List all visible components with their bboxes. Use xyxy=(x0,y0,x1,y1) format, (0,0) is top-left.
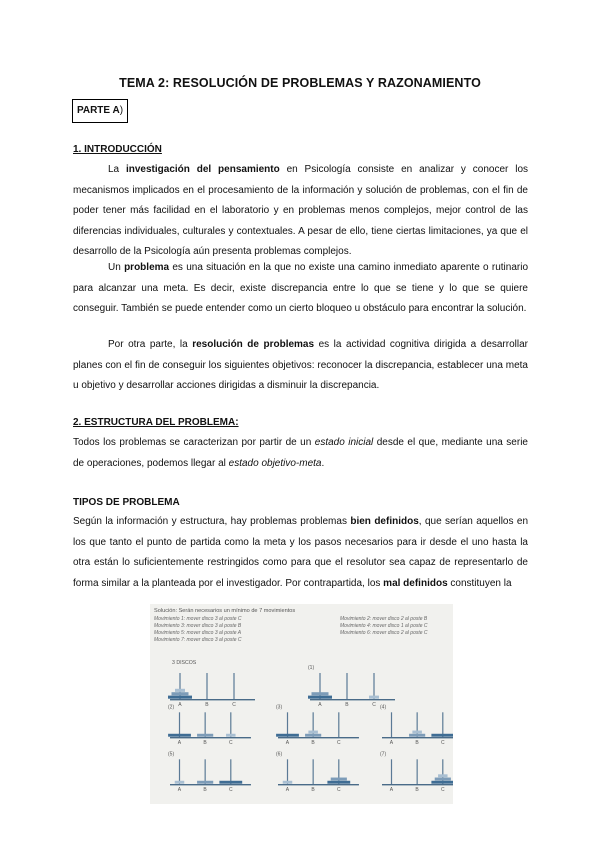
text-run: Según la información y estructura, hay problemas problemas xyxy=(73,516,351,527)
hanoi-disc xyxy=(197,781,213,784)
peg-label: A xyxy=(177,740,182,746)
hanoi-peg xyxy=(230,759,231,784)
move-text: Movimiento 7: mover disco 3 al poste C xyxy=(154,637,242,643)
hanoi-disc xyxy=(276,734,299,737)
hanoi-peg xyxy=(391,712,392,737)
hanoi-disc xyxy=(331,778,347,781)
peg-label: C xyxy=(229,740,233,746)
hanoi-disc xyxy=(438,774,448,777)
peg-label: C xyxy=(229,787,233,793)
hanoi-base xyxy=(278,784,359,785)
text-run: Un xyxy=(108,262,125,273)
hanoi-figure xyxy=(150,604,453,804)
hanoi-peg xyxy=(442,712,443,737)
paragraph-estructura xyxy=(73,433,528,474)
paragraph-tipos xyxy=(73,512,528,594)
move-text: Movimiento 1: mover disco 3 al poste C xyxy=(154,616,242,622)
hanoi-disc xyxy=(308,696,332,699)
peg-label: C xyxy=(372,702,376,708)
hanoi-disc xyxy=(197,734,213,737)
hanoi-disc xyxy=(431,781,453,784)
panel-label: (4) xyxy=(380,704,387,711)
peg-label: C xyxy=(337,740,341,746)
hanoi-base xyxy=(278,737,359,738)
text-run: desde el que, mediante una serie de operaciones, podemos llegar al xyxy=(73,437,528,469)
peg-label: A xyxy=(178,702,182,708)
text-run: en Psicología consiste en analizar y conocer los mecanismos implicados en el procesamiento de la información y solución de problemas, con el fin de poder tener más facilidad en el laboratorio y en problemas menos complejos, mejor control de las diferencias individuales, culturales y contextuales. A pesar de ello, tiene ciertas limitaciones, ya que el desarrollo de la Psicología aún presenta problemas complejos. xyxy=(73,164,528,257)
text-run: Todos los problemas se caracterizan por partir de un xyxy=(73,437,315,448)
text-run: es la actividad cognitiva dirigida a desarrollar planes con el fin de conseguir los siguientes objetivos: reconocer la discrepancia, establecer una meta u objetivo y desarrollar acciones dirigidas a disminuir la discrepancia. xyxy=(73,339,528,391)
peg-label: A xyxy=(389,787,394,793)
hanoi-base xyxy=(310,699,395,700)
paragraph-intro-3 xyxy=(73,335,528,397)
peg-label: B xyxy=(415,787,419,793)
hanoi-disc xyxy=(431,734,453,737)
term-resolucion: resolución de problemas xyxy=(192,339,315,350)
hanoi-disc xyxy=(308,731,318,734)
hanoi-peg xyxy=(313,759,314,784)
hanoi-disc xyxy=(219,781,242,784)
peg-label: B xyxy=(203,740,207,746)
hanoi-base xyxy=(170,699,255,700)
move-text: Movimiento 5: mover disco 3 al poste A xyxy=(154,630,242,636)
term-problema: problema xyxy=(124,262,170,273)
peg-label: A xyxy=(389,740,394,746)
hanoi-peg xyxy=(373,673,374,699)
hanoi-peg xyxy=(346,673,347,699)
hanoi-disc xyxy=(305,734,321,737)
hanoi-disc xyxy=(168,696,192,699)
term-mal-definidos: mal definidos xyxy=(383,577,448,589)
heading-introduccion: 1. INTRODUCCIÓN xyxy=(73,144,162,155)
peg-label: A xyxy=(285,740,290,746)
move-text: Movimiento 3: mover disco 3 al poste B xyxy=(154,623,242,629)
peg-label: B xyxy=(415,740,419,746)
hanoi-disc xyxy=(327,781,350,784)
term-estado-objetivo: estado objetivo-meta xyxy=(228,457,322,469)
peg-label: C xyxy=(441,787,445,793)
hanoi-peg xyxy=(391,759,392,784)
text-run: . xyxy=(321,457,325,469)
hanoi-peg xyxy=(179,759,180,784)
hanoi-base xyxy=(170,784,251,785)
move-text: Movimiento 6: mover disco 2 al poste C xyxy=(340,630,428,636)
hanoi-base xyxy=(382,784,453,785)
peg-label: B xyxy=(311,740,315,746)
heading-tipos: TIPOS DE PROBLEMA xyxy=(73,497,180,508)
hanoi-disc xyxy=(175,689,185,692)
heading-estructura: 2. ESTRUCTURA DEL PROBLEMA: xyxy=(73,417,239,428)
peg-label: A xyxy=(318,702,322,708)
page-title: TEMA 2: RESOLUCIÓN DE PROBLEMAS Y RAZONAMIENTO xyxy=(119,76,481,90)
hanoi-disc xyxy=(172,692,189,695)
panel-label: (5) xyxy=(168,751,175,758)
panel-label: (2) xyxy=(168,704,175,711)
text-run: La xyxy=(108,164,126,175)
hanoi-peg xyxy=(205,712,206,737)
hanoi-panels xyxy=(168,665,453,793)
peg-label: B xyxy=(345,702,349,708)
hanoi-disc xyxy=(226,734,236,737)
parte-box xyxy=(72,99,128,123)
peg-label: B xyxy=(311,787,315,793)
hanoi-disc xyxy=(175,781,185,784)
term-estado-inicial: estado inicial xyxy=(314,437,374,448)
peg-label: C xyxy=(337,787,341,793)
hanoi-peg xyxy=(338,712,339,737)
panel-label: (3) xyxy=(276,704,283,711)
hanoi-disc xyxy=(283,781,293,784)
move-text: Movimiento 4: mover disco 1 al poste C xyxy=(340,623,428,629)
hanoi-peg xyxy=(205,759,206,784)
solution-text: Solución: Serán necesarios un mínimo de 7 movimientos xyxy=(154,608,296,614)
hanoi-peg xyxy=(233,673,234,699)
hanoi-base xyxy=(382,737,453,738)
panel-label: (6) xyxy=(276,751,283,758)
hanoi-disc xyxy=(412,731,422,734)
peg-label: C xyxy=(441,740,445,746)
hanoi-disc xyxy=(312,692,329,695)
peg-label: B xyxy=(205,702,209,708)
parte-paren: ) xyxy=(119,105,124,116)
panel-label: (7) xyxy=(380,751,387,758)
term-bien-definidos: bien definidos xyxy=(350,516,419,527)
hanoi-disc xyxy=(435,778,451,781)
panel-label: (1) xyxy=(308,665,315,671)
discos-label: 3 DISCOS xyxy=(172,660,197,666)
hanoi-disc xyxy=(369,696,379,699)
text-run: Por otra parte, la xyxy=(108,339,193,350)
move-text: Movimiento 2: mover disco 2 al poste B xyxy=(340,616,428,622)
hanoi-peg xyxy=(206,673,207,699)
peg-label: C xyxy=(232,702,236,708)
hanoi-peg xyxy=(417,759,418,784)
hanoi-disc xyxy=(168,734,191,737)
hanoi-peg xyxy=(230,712,231,737)
paragraph-intro-2 xyxy=(73,258,528,320)
text-run: , que serían aquellos en los que tanto el punto de partida como la meta y los pasos necesarios para ir desde el uno hasta la otra están lo suficientemente restringidos como para que el resolutor sea capaz de representarlo de forma similar a la planteada por el investigador. Por contrapartida, los xyxy=(73,516,529,589)
hanoi-peg xyxy=(287,759,288,784)
peg-label: B xyxy=(203,787,207,793)
term-investigacion: investigación del pensamiento xyxy=(125,164,280,175)
peg-label: A xyxy=(285,787,290,793)
text-run: es una situación en la que no existe una camino inmediato aparente o rutinario para alcanzar una meta. Es decir, existe discrepancia entre lo que se tiene y lo que se quiere conseguir. También se puede entender como un cierto bloqueo u obstáculo para encontrar la solución. xyxy=(73,262,529,314)
peg-label: A xyxy=(177,787,182,793)
parte-label: PARTE A xyxy=(76,105,120,116)
text-run: constituyen la xyxy=(447,577,512,589)
hanoi-base xyxy=(170,737,251,738)
hanoi-disc xyxy=(409,734,425,737)
paragraph-intro-1 xyxy=(73,160,528,263)
hanoi-peg xyxy=(179,712,180,737)
hanoi-peg xyxy=(287,712,288,737)
hanoi-svg xyxy=(150,604,453,804)
